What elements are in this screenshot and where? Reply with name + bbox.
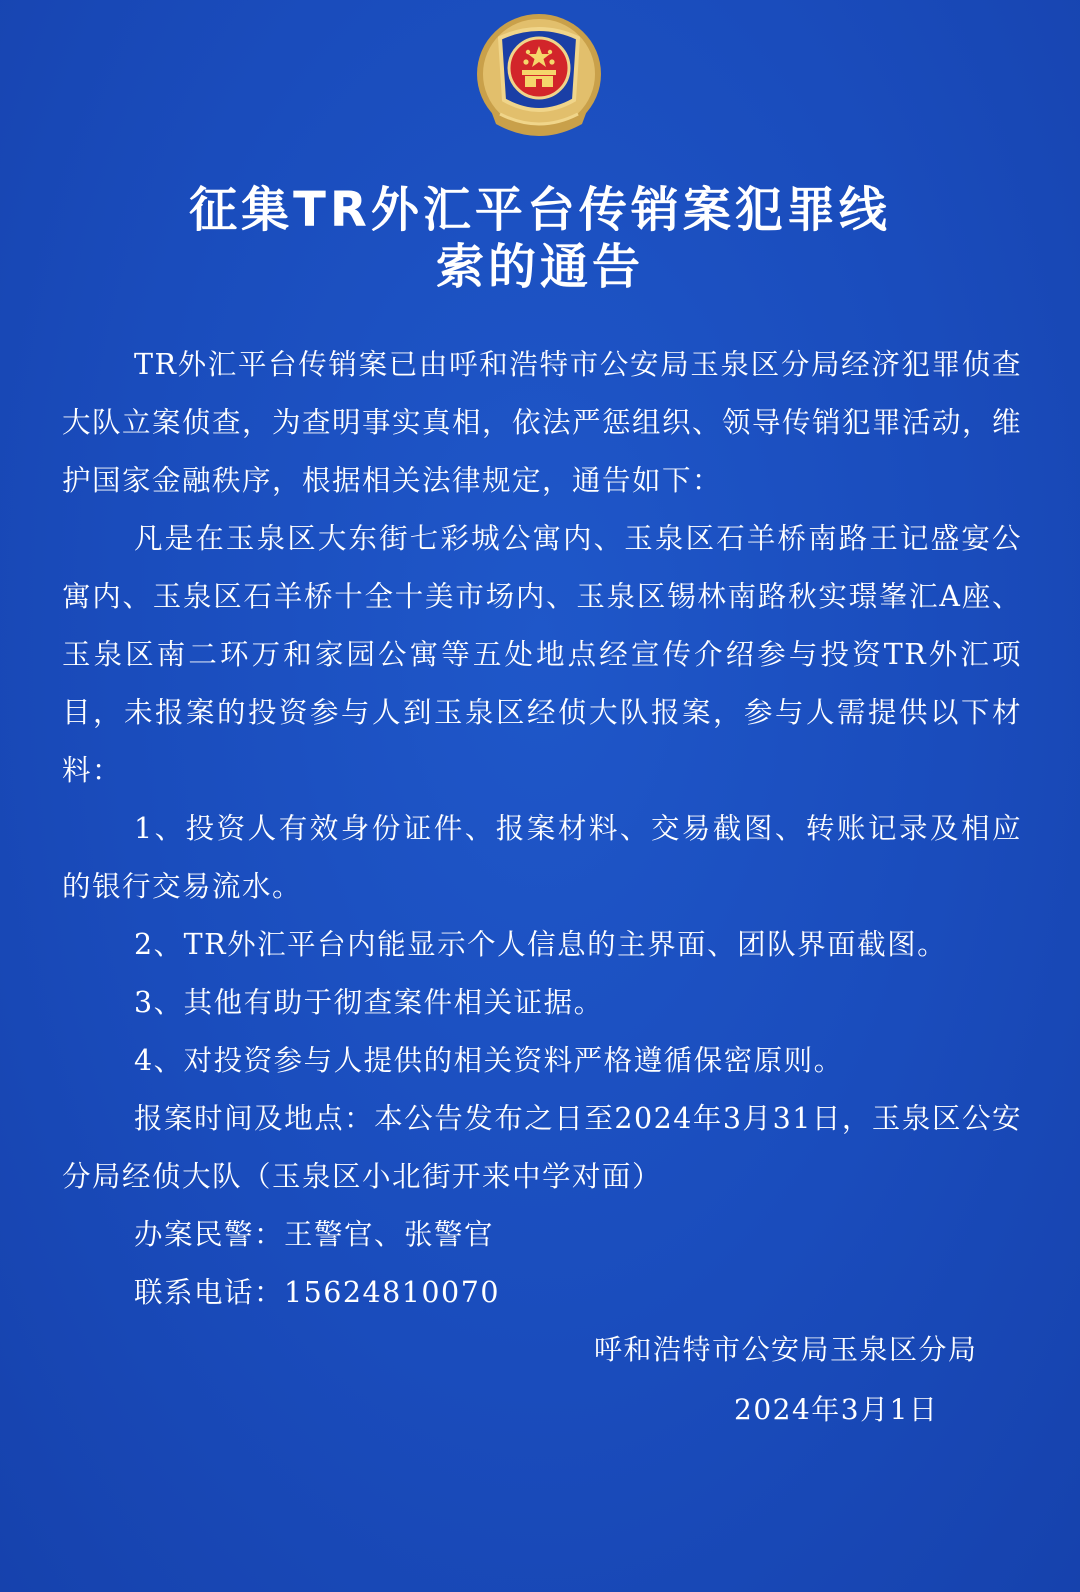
- paragraph-intro: TR外汇平台传销案已由呼和浩特市公安局玉泉区分局经济犯罪侦查大队立案侦查，为查明事实真相，依法严惩组织、领导传销犯罪活动，维护国家金融秩序，根据相关法律规定，通告如下：: [62, 348, 1023, 497]
- notice-title-line-2: 索的通告: [435, 239, 644, 295]
- signature-organization: 呼和浩特市公安局玉泉区分局: [594, 1333, 978, 1366]
- police-emblem-icon: [470, 8, 608, 146]
- paragraph-officers: 办案民警：王警官、张警官: [134, 1218, 495, 1251]
- paragraph-item-3: 3、其他有助于彻查案件相关证据。: [134, 986, 604, 1019]
- paragraph-item-1: 1、投资人有效身份证件、报案材料、交易截图、转账记录及相应的银行交易流水。: [62, 812, 1022, 903]
- signature-date: 2024年3月1日: [734, 1393, 939, 1426]
- notice-title-line-1: 征集TR外汇平台传销案犯罪线: [189, 182, 891, 238]
- paragraph-item-2: 2、TR外汇平台内能显示个人信息的主界面、团队界面截图。: [134, 928, 948, 961]
- paragraph-report-time-place: 报案时间及地点：本公告发布之日至2024年3月31日，玉泉区公安分局经侦大队（玉泉区小北街开来中学对面）: [62, 1102, 1022, 1193]
- paragraph-item-4: 4、对投资参与人提供的相关资料严格遵循保密原则。: [134, 1044, 844, 1077]
- paragraph-locations: 凡是在玉泉区大东街七彩城公寓内、玉泉区石羊桥南路王记盛宴公寓内、玉泉区石羊桥十全十美市场内、玉泉区锡林南路秋实璟峯汇A座、玉泉区南二环万和家园公寓等五处地点经宣传介绍参与投资TR外汇项目，未报案的投资参与人到玉泉区经侦大队报案，参与人需提供以下材料：: [62, 522, 1022, 787]
- notice-body: [62, 336, 1022, 1322]
- paragraph-phone: 联系电话：15624810070: [134, 1276, 500, 1309]
